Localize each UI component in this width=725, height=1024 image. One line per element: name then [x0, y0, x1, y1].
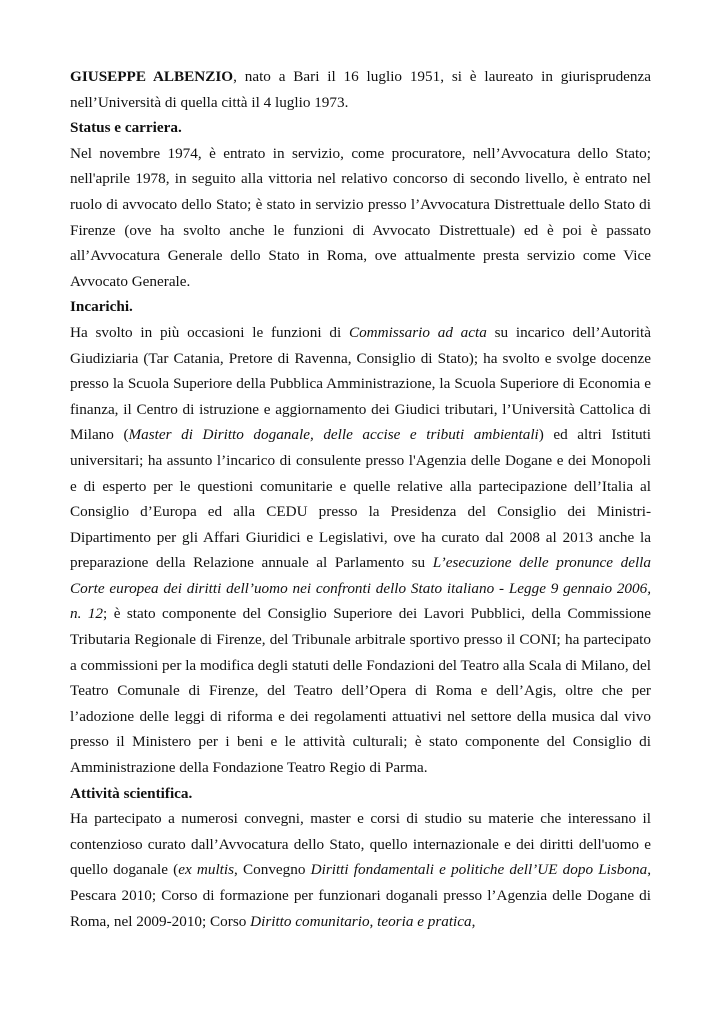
intro-text: , nato a Bari il 16 luglio 1951, si è laureato in giurisprudenza nell’Università di quella città il 4 luglio 1973. [70, 68, 651, 111]
status-heading: Status e carriera. [70, 119, 182, 137]
incarichi-italic-3: L’esecuzione delle pronunce della Corte europea dei diritti dell’uomo nei confronti dello Stato italiano - Legge 9 gennaio 2006, n. 12 [70, 554, 651, 623]
incarichi-heading: Incarichi. [70, 298, 133, 316]
attivita-italic-3: Diritto comunitario, teoria e pratica [250, 912, 472, 930]
incarichi-text-4: ; è stato componente del Consiglio Superiore dei Lavori Pubblici, della Commissione Tributaria Regionale di Firenze, del Tribunale arbitrale sportivo presso il CONI; ha partecipato a commissioni per la modifica degli statuti delle Fondazioni del Teatro alla Scala di Milano, del Teatro Comunale di Firenze, del Teatro dell’Opera di Roma e dell’Agis, oltre che per l’adozione delle leggi di riforma e dei regolamenti attuativi nel settore della musica dal vivo presso il Ministero per i beni e le attività culturali; è stato componente del Consiglio di Amministrazione della Fondazione Teatro Regio di Parma. [70, 605, 652, 777]
attivita-text-3: , Pescara 2010; Corso di formazione per funzionari doganali presso l’Agenzia delle Dogane di Roma, nel 2009-2010; Corso [70, 861, 651, 930]
incarichi-italic-2: Master di Diritto doganale, delle accise e tributi ambientali [128, 426, 539, 444]
attivita-italic-1: ex multis [178, 861, 235, 879]
incarichi-text-1: Ha svolto in più occasioni le funzioni di [70, 323, 349, 341]
attivita-text-2: , Convegno [234, 861, 311, 879]
incarichi-text-3: ) ed altri Istituti universitari; ha assunto l’incarico di consulente presso l'Agenzia delle Dogane e dei Monopoli e di esperto per le questioni comunitarie e quelle relative alla partecipazione dell’Italia al Consiglio d’Europa ed alla CEDU presso la Presidenza del Consiglio dei Ministri-Dipartimento per gli Affari Giuridici e Legislativi, ove ha curato dal 2008 al 2013 anche la preparazione della Relazione annuale al Parlamento su [70, 426, 651, 572]
document-page [70, 64, 651, 934]
person-name: GIUSEPPE ALBENZIO [70, 68, 234, 85]
attivita-text-4: , [471, 912, 476, 930]
incarichi-paragraph [70, 320, 651, 781]
attivita-heading: Attività scientifica. [70, 784, 193, 802]
incarichi-italic-1: Commissario ad acta [348, 323, 487, 341]
attivita-text-1: Ha partecipato a numerosi convegni, master e corsi di studio su materie che interessano il contenzioso curato dall’Avvocatura dello Stato, quello internazionale e dei diritti dell'uomo e quello doganale ( [70, 810, 651, 879]
attivita-italic-2: Diritti fondamentali e politiche dell’UE dopo Lisbona [310, 861, 648, 879]
intro-paragraph [70, 64, 651, 115]
incarichi-text-2: su incarico dell’Autorità Giudiziaria (Tar Catania, Pretore di Ravenna, Consiglio di Stato); ha svolto e svolge docenze presso la Scuola Superiore della Pubblica Amministrazione, la Scuola Superiore di Economia e finanza, il Centro di istruzione e aggiornamento dei Giudici tributari, l’Università Cattolica di Milano ( [70, 323, 651, 444]
attivita-paragraph [70, 806, 651, 934]
status-paragraph: Nel novembre 1974, è entrato in servizio, come procuratore, nell’Avvocatura dello Stato; nell'aprile 1978, in seguito alla vittoria nel relativo concorso di secondo livello, è entrato nel ruolo di avvocato dello Stato; è stato in servizio presso l’Avvocatura Distrettuale dello Stato di Firenze (ove ha svolto anche le funzioni di Avvocato Distrettuale) ed è poi è passato all’Avvocatura Generale dello Stato in Roma, ove attualmente presta servizio come Vice Avvocato Generale. [70, 144, 651, 290]
